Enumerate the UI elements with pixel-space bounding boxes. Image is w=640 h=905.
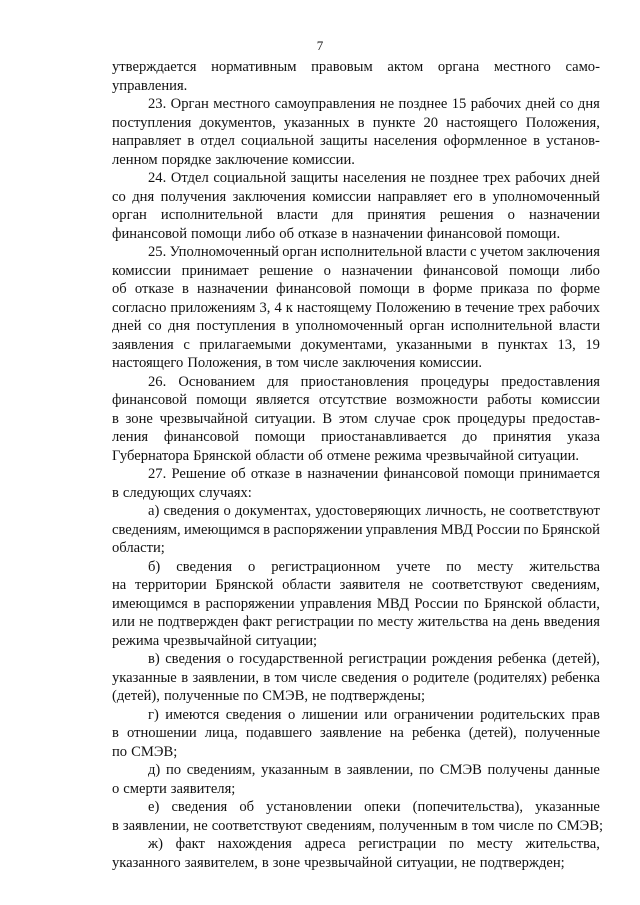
text-line: Губернатора Брянской области об отмене режима чрезвычайной ситуации. (112, 447, 580, 464)
text-line: финансовой помощи либо об отказе в назначении финансовой помощи. (112, 225, 561, 242)
text-line: в следующих случаях: (112, 484, 252, 501)
text-line: сведениям, имеющимся в распоряжении управления МВД России по Брянской (112, 521, 600, 538)
paragraph (112, 58, 600, 95)
paragraph (112, 706, 600, 762)
paragraph (112, 465, 600, 502)
text-line: 23. Орган местного самоуправления не позднее 15 рабочих дней со дня (148, 96, 600, 112)
paragraph (112, 243, 600, 373)
text-line: об отказе в назначении финансовой помощи в форме приказа по форме (112, 281, 600, 297)
text-line: о смерти заявителя; (112, 780, 236, 797)
paragraph (112, 798, 604, 835)
text-line: направляет в отдел социальной защиты населения оформленное в установ- (112, 133, 600, 149)
document-text (112, 58, 604, 872)
paragraph (112, 95, 600, 169)
text-line: (детей), полученные по СМЭВ, не подтверждены; (112, 688, 426, 704)
text-line: согласно приложениям 3, 4 к настоящему Положению в течение трех рабочих (112, 299, 600, 316)
paragraph (112, 650, 600, 706)
text-line: б) сведения о регистрационном учете по месту жительства (148, 558, 600, 575)
text-line: 26. Основанием для приостановления процедуры предоставления (148, 373, 600, 390)
paragraph (112, 502, 600, 558)
text-line: комиссии принимает решение о назначении финансовой помощи либо (112, 262, 600, 279)
text-line: имеющимся в распоряжении управления МВД России по Брянской области, (112, 595, 600, 612)
text-line: поступления документов, указанных в пункте 20 настоящего Положения, (112, 114, 600, 131)
text-line: г) имеются сведения о лишении или ограничении родительских прав (148, 706, 600, 723)
text-line: по СМЭВ; (112, 743, 178, 760)
text-line: орган исполнительной власти для принятия решения о назначении (112, 207, 600, 223)
text-line: 24. Отдел социальной защиты населения не позднее трех рабочих дней (148, 170, 600, 186)
paragraph (112, 169, 600, 243)
paragraph (112, 373, 600, 466)
text-line: указанного заявителем, в зоне чрезвычайной ситуации, не подтвержден; (112, 854, 565, 871)
text-line: со дня получения заключения комиссии направляет его в уполномоченный (112, 188, 600, 205)
text-line: или не подтвержден факт регистрации по месту жительства на день введения (112, 614, 600, 630)
text-line: в отношении лица, подавшего заявление на ребенка (детей), полученные (112, 725, 600, 741)
paragraph (112, 558, 600, 651)
text-line: ленном порядке заключение комиссии. (112, 151, 355, 168)
text-line: управления. (112, 77, 188, 94)
text-line: ж) факт нахождения адреса регистрации по месту жительства, (148, 836, 600, 852)
text-line: финансовой помощи является отсутствие возможности работы комиссии (112, 392, 600, 408)
paragraph (112, 835, 600, 872)
text-line: утверждается нормативным правовым актом органа местного само- (112, 59, 600, 75)
text-line: режима чрезвычайной ситуации; (112, 632, 318, 649)
text-line: в заявлении, не соответствуют сведениям, полученным в том числе по СМЭВ; (112, 817, 604, 834)
text-line: 25. Уполномоченный орган исполнительной власти с учетом заключения (148, 244, 600, 260)
text-line: 27. Решение об отказе в назначении финансовой помощи принимается (148, 466, 600, 482)
text-line: заявления с прилагаемыми документами, указанными в пунктах 13, 19 (112, 336, 600, 353)
text-line: на территории Брянской области заявителя не соответствуют сведениям, (112, 577, 600, 593)
text-line: ления финансовой помощи приостанавливается до принятия указа (112, 429, 600, 445)
text-line: д) по сведениям, указанным в заявлении, по СМЭВ получены данные (148, 762, 600, 778)
text-line: е) сведения об установлении опеки (попечительства), указанные (148, 799, 600, 815)
text-line: области; (112, 540, 165, 556)
text-line: указанные в заявлении, в том числе сведения о родителе (родителях) ребенка (112, 669, 600, 686)
page-number: 7 (316, 38, 324, 53)
text-line: в) сведения о государственной регистрации рождения ребенка (детей), (148, 651, 600, 667)
text-line: в зоне чрезвычайной ситуации. В этом случае срок процедуры предостав- (112, 410, 600, 427)
paragraph (112, 761, 600, 798)
text-line: а) сведения о документах, удостоверяющих личность, не соответствуют (148, 503, 600, 519)
text-line: дней со дня поступления в уполномоченный орган исполнительной власти (112, 318, 600, 334)
text-line: настоящего Положения, в том числе заключения комиссии. (112, 355, 483, 371)
